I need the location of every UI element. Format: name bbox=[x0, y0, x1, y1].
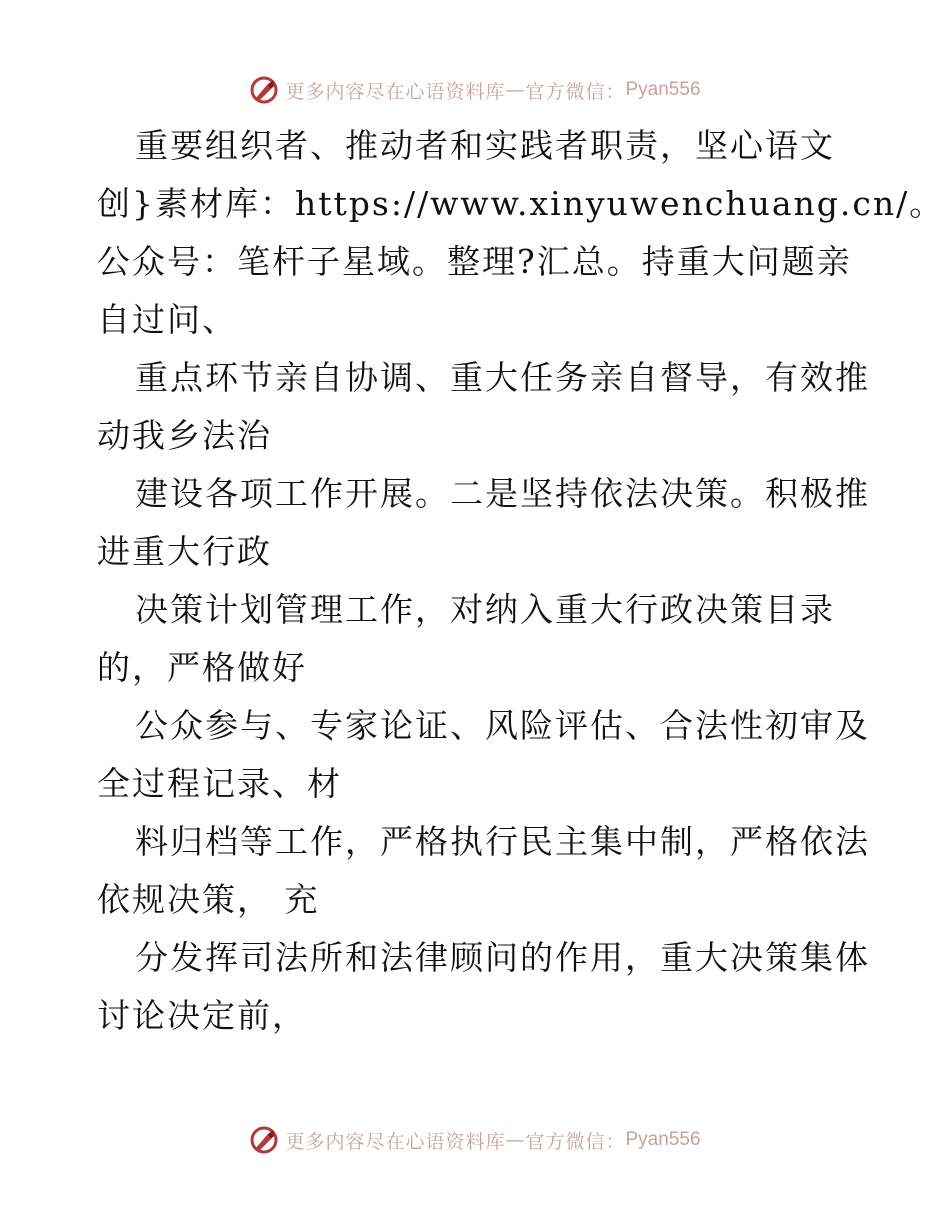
text-line: 建设各项工作开展。二是坚持依法决策。积极推 bbox=[135, 474, 870, 513]
text-line: 的，严格做好 bbox=[97, 648, 307, 687]
footer-banner-text: 更多内容尽在心语资料库 bbox=[285, 1130, 506, 1153]
header-banner bbox=[0, 72, 950, 108]
header-wechat-label: 官方微信： bbox=[525, 80, 626, 103]
header-separator: — bbox=[505, 79, 526, 101]
document-body bbox=[97, 117, 945, 1045]
text-line: 分发挥司法所和法律顾问的作用，重大决策集体 bbox=[135, 938, 870, 977]
pen-nib-logo-icon bbox=[249, 75, 279, 105]
footer-wechat-label: 官方微信： bbox=[525, 1130, 626, 1153]
pen-nib-logo-icon bbox=[249, 1125, 279, 1155]
footer-separator: — bbox=[505, 1129, 526, 1151]
text-line: 动我乡法治 bbox=[97, 416, 272, 455]
text-line: 重要组织者、推动者和实践者职责，坚心语文 bbox=[135, 126, 835, 165]
header-banner-text: 更多内容尽在心语资料库 bbox=[285, 80, 506, 103]
text-line: 重点环节亲自协调、重大任务亲自督导，有效推 bbox=[135, 358, 870, 397]
text-line: 进重大行政 bbox=[97, 532, 272, 571]
text-line: 依规决策， 充 bbox=[97, 880, 320, 919]
text-line: 公众号：笔杆子星域。整理?汇总。持重大问题亲 bbox=[97, 242, 852, 281]
header-wechat-id: Pyan556 bbox=[625, 79, 701, 100]
footer-banner bbox=[0, 1122, 950, 1158]
text-line: 自过问、 bbox=[97, 300, 237, 339]
footer-wechat-id: Pyan556 bbox=[625, 1129, 701, 1150]
text-line: 全过程记录、材 bbox=[97, 764, 342, 803]
text-line: 讨论决定前， bbox=[97, 996, 307, 1035]
text-line: 决策计划管理工作，对纳入重大行政决策目录 bbox=[135, 590, 835, 629]
text-line: 创}素材库：https://www.xinyuwenchuang.cn/。 bbox=[97, 184, 945, 223]
text-line: 公众参与、专家论证、风险评估、合法性初审及 bbox=[135, 706, 870, 745]
text-line: 料归档等工作，严格执行民主集中制，严格依法 bbox=[135, 822, 870, 861]
